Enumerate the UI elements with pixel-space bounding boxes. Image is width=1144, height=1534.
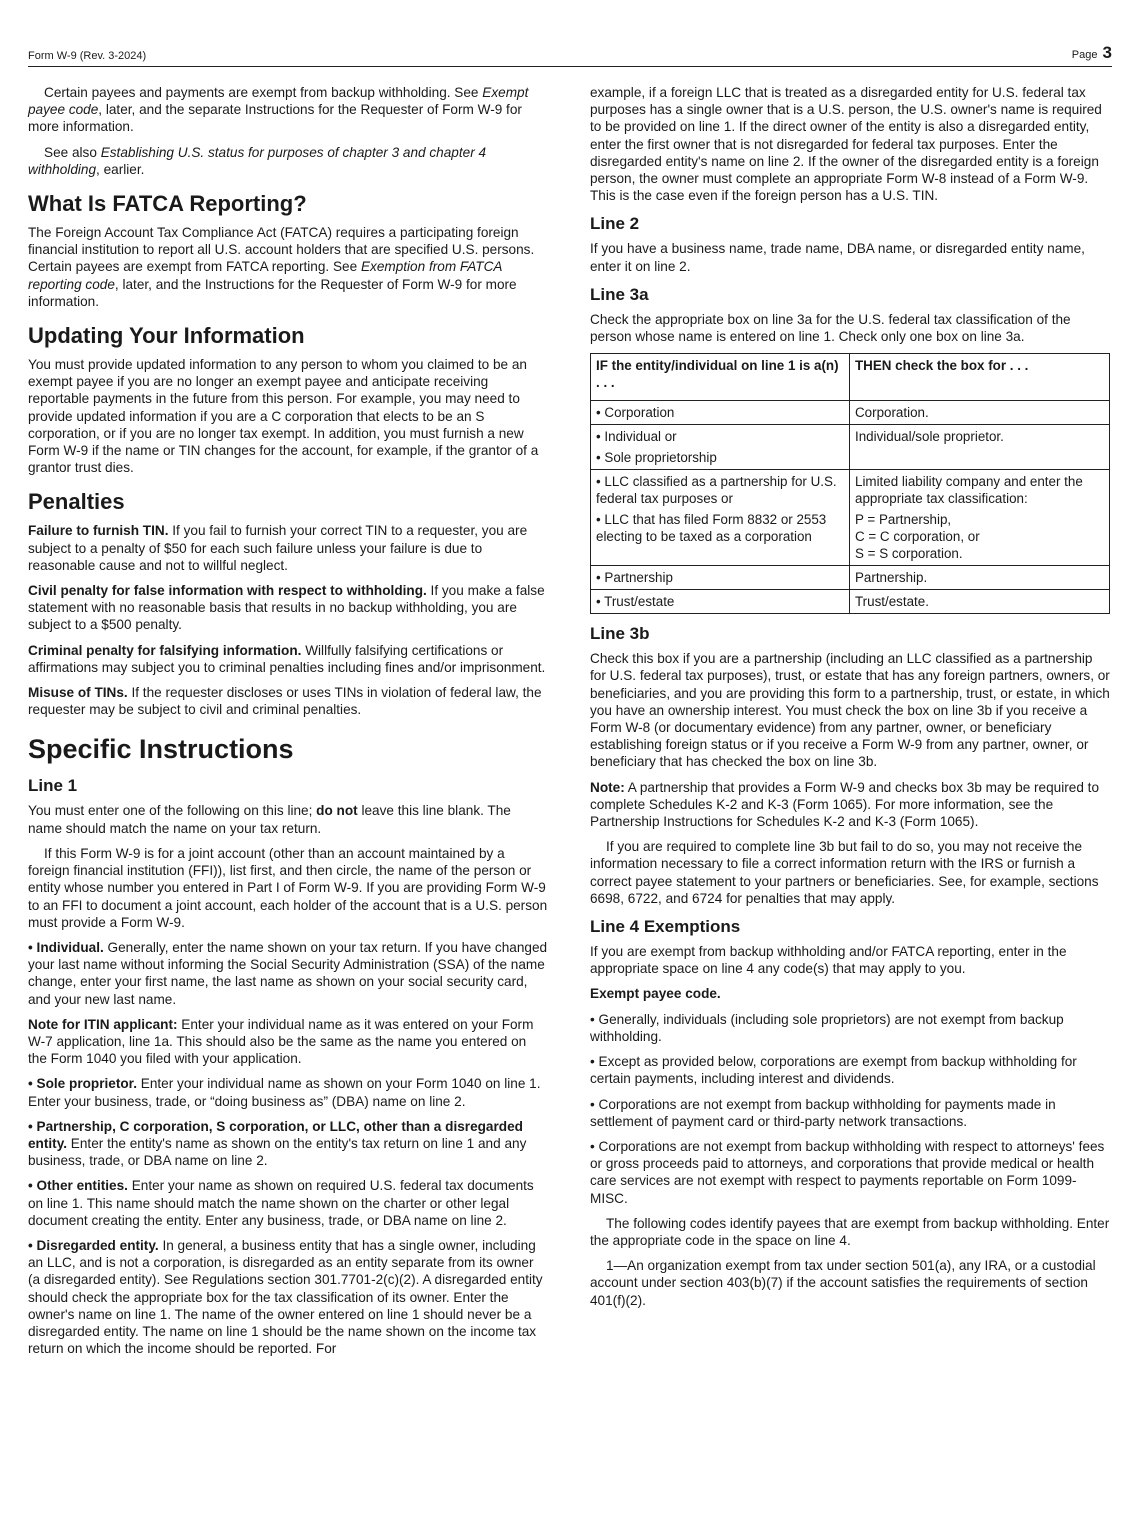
see-also-paragraph: See also Establishing U.S. status for purposes of chapter 3 and chapter 4 withholding, earlier. bbox=[28, 144, 487, 177]
line4-paragraph: If you are exempt from backup withholding and/or FATCA reporting, enter in the appropriate space on line 4 any code(s) that may apply to you. bbox=[590, 944, 1067, 977]
line2-heading: Line 2 bbox=[590, 214, 640, 234]
fatca-paragraph: The Foreign Account Tax Compliance Act (FATCA) requires a participating foreign financial institution to report all U.S. account holders that are specified U.S. persons. Certain payees are exempt from FATCA reporting. See Exemption from FATCA reporting code, later, and the Instructions for the Requester of Form W-9 for more information. bbox=[28, 225, 535, 309]
table-row: • LLC classified as a partnership for U.S. federal tax purposes or • LLC that has filed Form 8832 or 2553 electing to be taxed as a corporation Limited liability company and enter the appropriate tax classification: P = Partnership, C = C corporation, or S = S corporation. bbox=[591, 470, 1110, 566]
table-row: • Partnership Partnership. bbox=[591, 566, 1110, 590]
penalties-heading: Penalties bbox=[28, 489, 125, 515]
partnership-item: • Partnership, C corporation, S corporation, or LLC, other than a disregarded entity. Enter the entity's name as shown on the entity's tax return on line 1 and any business, trade, or DBA name on line 2. bbox=[28, 1118, 527, 1169]
joint-account-paragraph: If this Form W-9 is for a joint account (other than an account maintained by a foreign financial institution (FFI)), list first, and then circle, the name of the person or entity whose number you entered in Part I of Form W-9. If you are providing Form W-9 to an FFI to document a joint account, each holder of the account that is a U.S. person must provide a Form W-9. bbox=[28, 845, 548, 930]
other-entities-item: • Other entities. Enter your name as shown on required U.S. federal tax documents on line 1. This name should match the name shown on the charter or other legal document creating the entity. Enter any business, trade, or DBA name on line 2. bbox=[28, 1178, 534, 1228]
left-column bbox=[28, 84, 548, 1365]
itin-note: Note for ITIN applicant: Enter your individual name as it was entered on your Form W-7 application, line 1a. This should also be the same as the name you entered on the Form 1040 you filed with your application. bbox=[28, 1016, 534, 1067]
exempt-bullet: • Corporations are not exempt from backup withholding with respect to attorneys' fees or gross proceeds paid to attorneys, and corporations that provide medical or health care services are not exempt with respect to payments reportable on Form 1099-MISC. bbox=[590, 1138, 1105, 1206]
codes-intro: The following codes identify payees that are exempt from backup withholding. Enter the appropriate code in the space on line 4. bbox=[590, 1215, 1110, 1248]
entity-classification-table bbox=[590, 353, 1110, 614]
line3a-heading: Line 3a bbox=[590, 284, 649, 304]
disregarded-entity-item: • Disregarded entity. In general, a business entity that has a single owner, including an LLC, and is not a corporation, is disregarded as an entity separate from its owner (a disregarded entity). See Regulations section 301.7701-2(c)(2). A disregarded entity should check the appropriate box for the tax classification of its owner. Enter the owner's name on line 1. The name of the owner entered on line 1 should never be a disregarded entity. The name on line 1 should be the name shown on the income tax return on which the income should be reported. For bbox=[28, 1237, 543, 1357]
page-indicator bbox=[1072, 43, 1112, 63]
line2-paragraph: If you have a business name, trade name, DBA name, or disregarded entity name, enter it on line 2. bbox=[590, 241, 1085, 274]
page-label: Page bbox=[1071, 49, 1098, 61]
table-header-right: THEN check the box for . . . bbox=[850, 354, 1110, 401]
page-number: 3 bbox=[1102, 43, 1112, 62]
updating-paragraph: You must provide updated information to any person to whom you claimed to be an exempt payee if you are no longer an exempt payee and anticipate receiving reportable payments in the future from this person. For example, you may need to provide updated information if you are a C corporation that elects to be an S corporation, or if you are no longer tax exempt. In addition, you must furnish a new Form W-9 if the name or TIN changes for the account, for example, if the grantor of a grantor trust dies. bbox=[28, 357, 539, 476]
exempt-bullet: • Corporations are not exempt from backup withholding for payments made in settlement of payment card or third-party network transactions. bbox=[590, 1096, 1056, 1129]
form-id: Form W-9 (Rev. 3-2024) bbox=[28, 50, 147, 62]
updating-heading: Updating Your Information bbox=[28, 323, 305, 349]
specific-instructions-heading: Specific Instructions bbox=[28, 734, 294, 765]
table-row: • Corporation Corporation. bbox=[591, 401, 1110, 425]
page-header bbox=[28, 44, 1112, 67]
line4-heading: Line 4 Exemptions bbox=[590, 917, 741, 937]
line3b-consequence: If you are required to complete line 3b but fail to do so, you may not receive the information necessary to file a correct information return with the IRS or furnish a correct payee statement to your partners or beneficiaries. See, for example, sections 6698, 6722, and 6724 for penalties that may apply. bbox=[590, 839, 1099, 906]
exempt-bullet: • Except as provided below, corporations are exempt from backup withholding for certain payments, including interest and dividends. bbox=[590, 1054, 1077, 1087]
line3b-paragraph: Check this box if you are a partnership (including an LLC classified as a partnership for U.S. federal tax purposes), trust, or estate that has any foreign partners, owners, or beneficiaries, and you are providing this form to a partnership, trust, or estate, in which you have an ownership interest. You must check the box on line 3b if you receive a Form W-8 (or documentary evidence) from any partner, owner, or beneficiary establishing foreign status or if you receive a Form W-9 from any partner, owner, or beneficiary that has checked the box on line 3b. bbox=[590, 651, 1110, 770]
line3b-heading: Line 3b bbox=[590, 624, 650, 644]
penalty-tin: Failure to furnish TIN. If you fail to furnish your correct TIN to a requester, you are subject to a penalty of $50 for each such failure unless your failure is due to reasonable cause and not to willful neglect. bbox=[28, 523, 528, 573]
exempt-payee-code-heading: Exempt payee code. bbox=[590, 986, 721, 1002]
right-column bbox=[590, 84, 1112, 1317]
penalty-misuse: Misuse of TINs. If the requester discloses or uses TINs in violation of federal law, the requester may be subject to civil and criminal penalties. bbox=[28, 685, 542, 718]
table-header-left: IF the entity/individual on line 1 is a(n) . . . bbox=[591, 354, 850, 401]
exempt-paragraph: Certain payees and payments are exempt from backup withholding. See Exempt payee code, later, and the separate Instructions for the Requester of Form W-9 for more information. bbox=[28, 85, 529, 135]
line3b-note: Note: A partnership that provides a Form W-9 and checks box 3b may be required to complete Schedules K-2 and K-3 (Form 1065). For more information, see the Partnership Instructions for Schedules K-2 and K-3 (Form 1065). bbox=[590, 779, 1100, 830]
line3a-paragraph: Check the appropriate box on line 3a for the U.S. federal tax classification of the person whose name is entered on line 1. Check only one box on line 3a. bbox=[590, 311, 1071, 345]
fatca-heading: What Is FATCA Reporting? bbox=[28, 191, 307, 217]
line1-heading: Line 1 bbox=[28, 776, 78, 796]
penalty-criminal: Criminal penalty for falsifying information. Willfully falsifying certifications or affirmations may subject you to criminal penalties including fines and/or imprisonment. bbox=[28, 642, 546, 675]
table-row: • Trust/estate Trust/estate. bbox=[591, 590, 1110, 614]
individual-item: • Individual. Generally, enter the name shown on your tax return. If you have changed your last name without informing the Social Security Administration (SSA) of the name change, enter your first name, the last name as shown on your social security card, and your new last name. bbox=[28, 939, 548, 1007]
table-row: • Individual or • Sole proprietorship Individual/sole proprietor. bbox=[591, 425, 1110, 470]
line1-paragraph: You must enter one of the following on this line; do not leave this line blank. The name should match the name on your tax return. bbox=[28, 803, 511, 836]
exempt-bullet: • Generally, individuals (including sole proprietors) are not exempt from backup withholding. bbox=[590, 1011, 1064, 1044]
sole-proprietor-item: • Sole proprietor. Enter your individual name as shown on your Form 1040 on line 1. Enter your business, trade, or “doing business as” (DBA) name on line 2. bbox=[28, 1076, 541, 1109]
table-header-row bbox=[591, 354, 1110, 401]
penalty-civil: Civil penalty for false information with respect to withholding. If you make a false statement with no reasonable basis that results in no backup withholding, you are subject to a $500 penalty. bbox=[28, 583, 545, 633]
continued-paragraph: example, if a foreign LLC that is treated as a disregarded entity for U.S. federal tax purposes has a single owner that is a U.S. person, the U.S. owner's name is required to be provided on line 1. If the direct owner of the entity is also a disregarded entity, enter the first owner that is not disregarded for federal tax purposes. Enter the disregarded entity's name on line 2. If the owner of the disregarded entity is a foreign person, the owner must complete an appropriate Form W-8 instead of a Form W-9. This is the case even if the foreign person has a U.S. TIN. bbox=[590, 85, 1102, 204]
code-1: 1—An organization exempt from tax under section 501(a), any IRA, or a custodial account under section 403(b)(7) if the account satisfies the requirements of section 401(f)(2). bbox=[590, 1258, 1096, 1308]
